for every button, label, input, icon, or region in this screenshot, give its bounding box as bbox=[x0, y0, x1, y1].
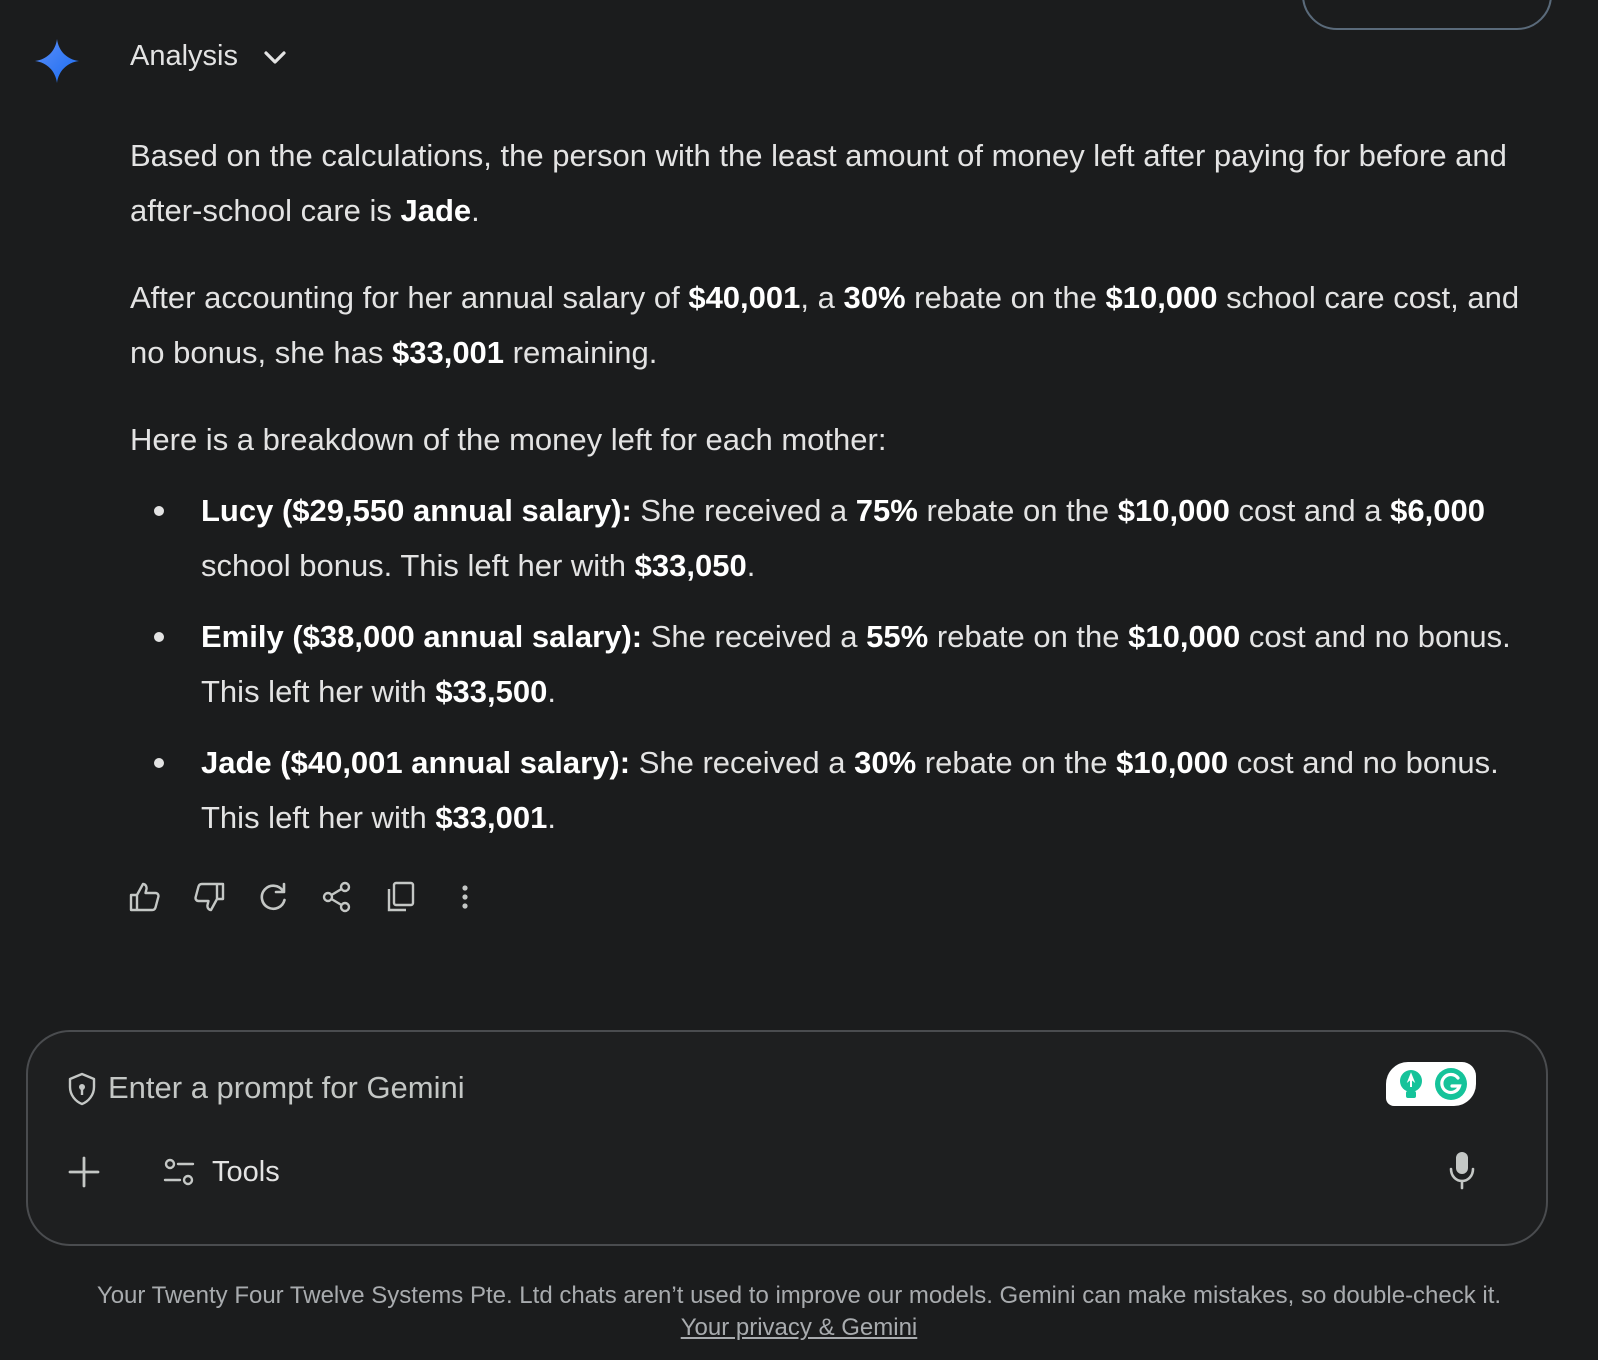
regenerate-icon bbox=[256, 880, 290, 914]
list-item bbox=[130, 735, 1540, 845]
text-span: She received a bbox=[631, 493, 856, 528]
text-span: school bonus. This left her with bbox=[201, 548, 635, 583]
text-span: rebate on the bbox=[905, 280, 1106, 315]
more-options-button[interactable] bbox=[448, 880, 482, 914]
bold-span: $33,001 bbox=[391, 335, 505, 370]
bullet-dot bbox=[154, 632, 164, 642]
text-span: rebate on the bbox=[916, 745, 1117, 780]
share-icon bbox=[320, 880, 354, 914]
microphone-icon[interactable] bbox=[1446, 1150, 1478, 1190]
response-detail bbox=[130, 270, 1540, 380]
thumbs-down-icon bbox=[192, 880, 226, 914]
bullet-dot bbox=[154, 758, 164, 768]
text-span: She received a bbox=[642, 619, 867, 654]
bold-span: $10,000 bbox=[1128, 619, 1241, 654]
response-summary bbox=[130, 128, 1540, 238]
regenerate-button[interactable] bbox=[256, 880, 290, 914]
breakdown-list bbox=[130, 483, 1540, 845]
text-span: school care cost, and no bonus, she has bbox=[130, 280, 1520, 370]
analysis-label: Analysis bbox=[130, 40, 238, 72]
bold-span: Lucy ($29,550 annual salary): bbox=[201, 493, 632, 528]
thumbs-down-button[interactable] bbox=[192, 880, 226, 914]
tools-sliders-icon bbox=[162, 1155, 196, 1189]
model-response bbox=[130, 128, 1540, 861]
bold-span: $33,500 bbox=[435, 674, 548, 709]
prompt-composer bbox=[26, 1030, 1548, 1246]
privacy-link[interactable]: Your privacy & Gemini bbox=[680, 1314, 918, 1341]
grammarly-g-icon bbox=[1433, 1066, 1469, 1102]
disclaimer-text: Your Twenty Four Twelve Systems Pte. Ltd chats aren’t used to improve our models. Gemini can make mistakes, so double-check it. bbox=[96, 1282, 1502, 1309]
chevron-down-icon bbox=[260, 42, 290, 72]
bold-span: $10,000 bbox=[1117, 493, 1230, 528]
shield-icon bbox=[66, 1072, 98, 1106]
gemini-sparkle-icon bbox=[34, 38, 80, 84]
text-span: She received a bbox=[630, 745, 855, 780]
text-span: cost and no bonus. This left her with bbox=[201, 619, 1511, 709]
tools-button[interactable] bbox=[162, 1150, 280, 1194]
breakdown-intro: Here is a breakdown of the money left for each mother: bbox=[130, 422, 887, 457]
list-item bbox=[130, 483, 1540, 593]
bold-span: $10,000 bbox=[1105, 280, 1218, 315]
analysis-dropdown[interactable] bbox=[130, 40, 290, 73]
bullet-dot bbox=[154, 506, 164, 516]
bold-span: $33,050 bbox=[634, 548, 747, 583]
text-span: . bbox=[547, 800, 556, 835]
text-span: Based on the calculations, the person with the least amount of money left after paying for before and after-school care is bbox=[130, 138, 1507, 228]
grammarly-bulb-icon bbox=[1393, 1066, 1429, 1102]
text-span: remaining. bbox=[504, 335, 658, 370]
thumbs-up-button[interactable] bbox=[128, 880, 162, 914]
list-item bbox=[130, 609, 1540, 719]
text-span: . bbox=[547, 674, 556, 709]
footer-disclaimer bbox=[0, 1280, 1598, 1344]
grammarly-widget[interactable] bbox=[1386, 1062, 1476, 1106]
text-span: rebate on the bbox=[917, 493, 1118, 528]
bold-span: 30% bbox=[854, 745, 917, 780]
share-button[interactable] bbox=[320, 880, 354, 914]
bold-span: 30% bbox=[843, 280, 906, 315]
bold-span: 75% bbox=[855, 493, 918, 528]
text-span: . bbox=[746, 548, 756, 583]
top-pill-button[interactable] bbox=[1302, 0, 1552, 30]
copy-button[interactable] bbox=[384, 880, 418, 914]
text-span: , a bbox=[800, 280, 844, 315]
text-span: cost and no bonus. This left her with bbox=[201, 745, 1499, 835]
copy-icon bbox=[384, 880, 418, 914]
thumbs-up-icon bbox=[128, 880, 162, 914]
bold-span: $40,001 bbox=[688, 280, 801, 315]
bold-span: $33,001 bbox=[435, 800, 548, 835]
more-vert-icon bbox=[448, 880, 482, 914]
text-span: cost and a bbox=[1229, 493, 1391, 528]
prompt-input[interactable] bbox=[106, 1062, 1310, 1114]
text-span: After accounting for her annual salary of bbox=[130, 280, 689, 315]
tools-label: Tools bbox=[212, 1155, 280, 1188]
bold-span: Jade ($40,001 annual salary): bbox=[201, 745, 631, 780]
text-span: rebate on the bbox=[928, 619, 1129, 654]
bold-span: $10,000 bbox=[1116, 745, 1229, 780]
text-span: . bbox=[471, 193, 480, 228]
bold-span: 55% bbox=[866, 619, 929, 654]
bold-span: Jade bbox=[400, 193, 472, 228]
bold-span: Emily ($38,000 annual salary): bbox=[201, 619, 643, 654]
add-attachment-button[interactable] bbox=[66, 1154, 102, 1190]
response-actions bbox=[128, 880, 482, 914]
bold-span: $6,000 bbox=[1390, 493, 1485, 528]
